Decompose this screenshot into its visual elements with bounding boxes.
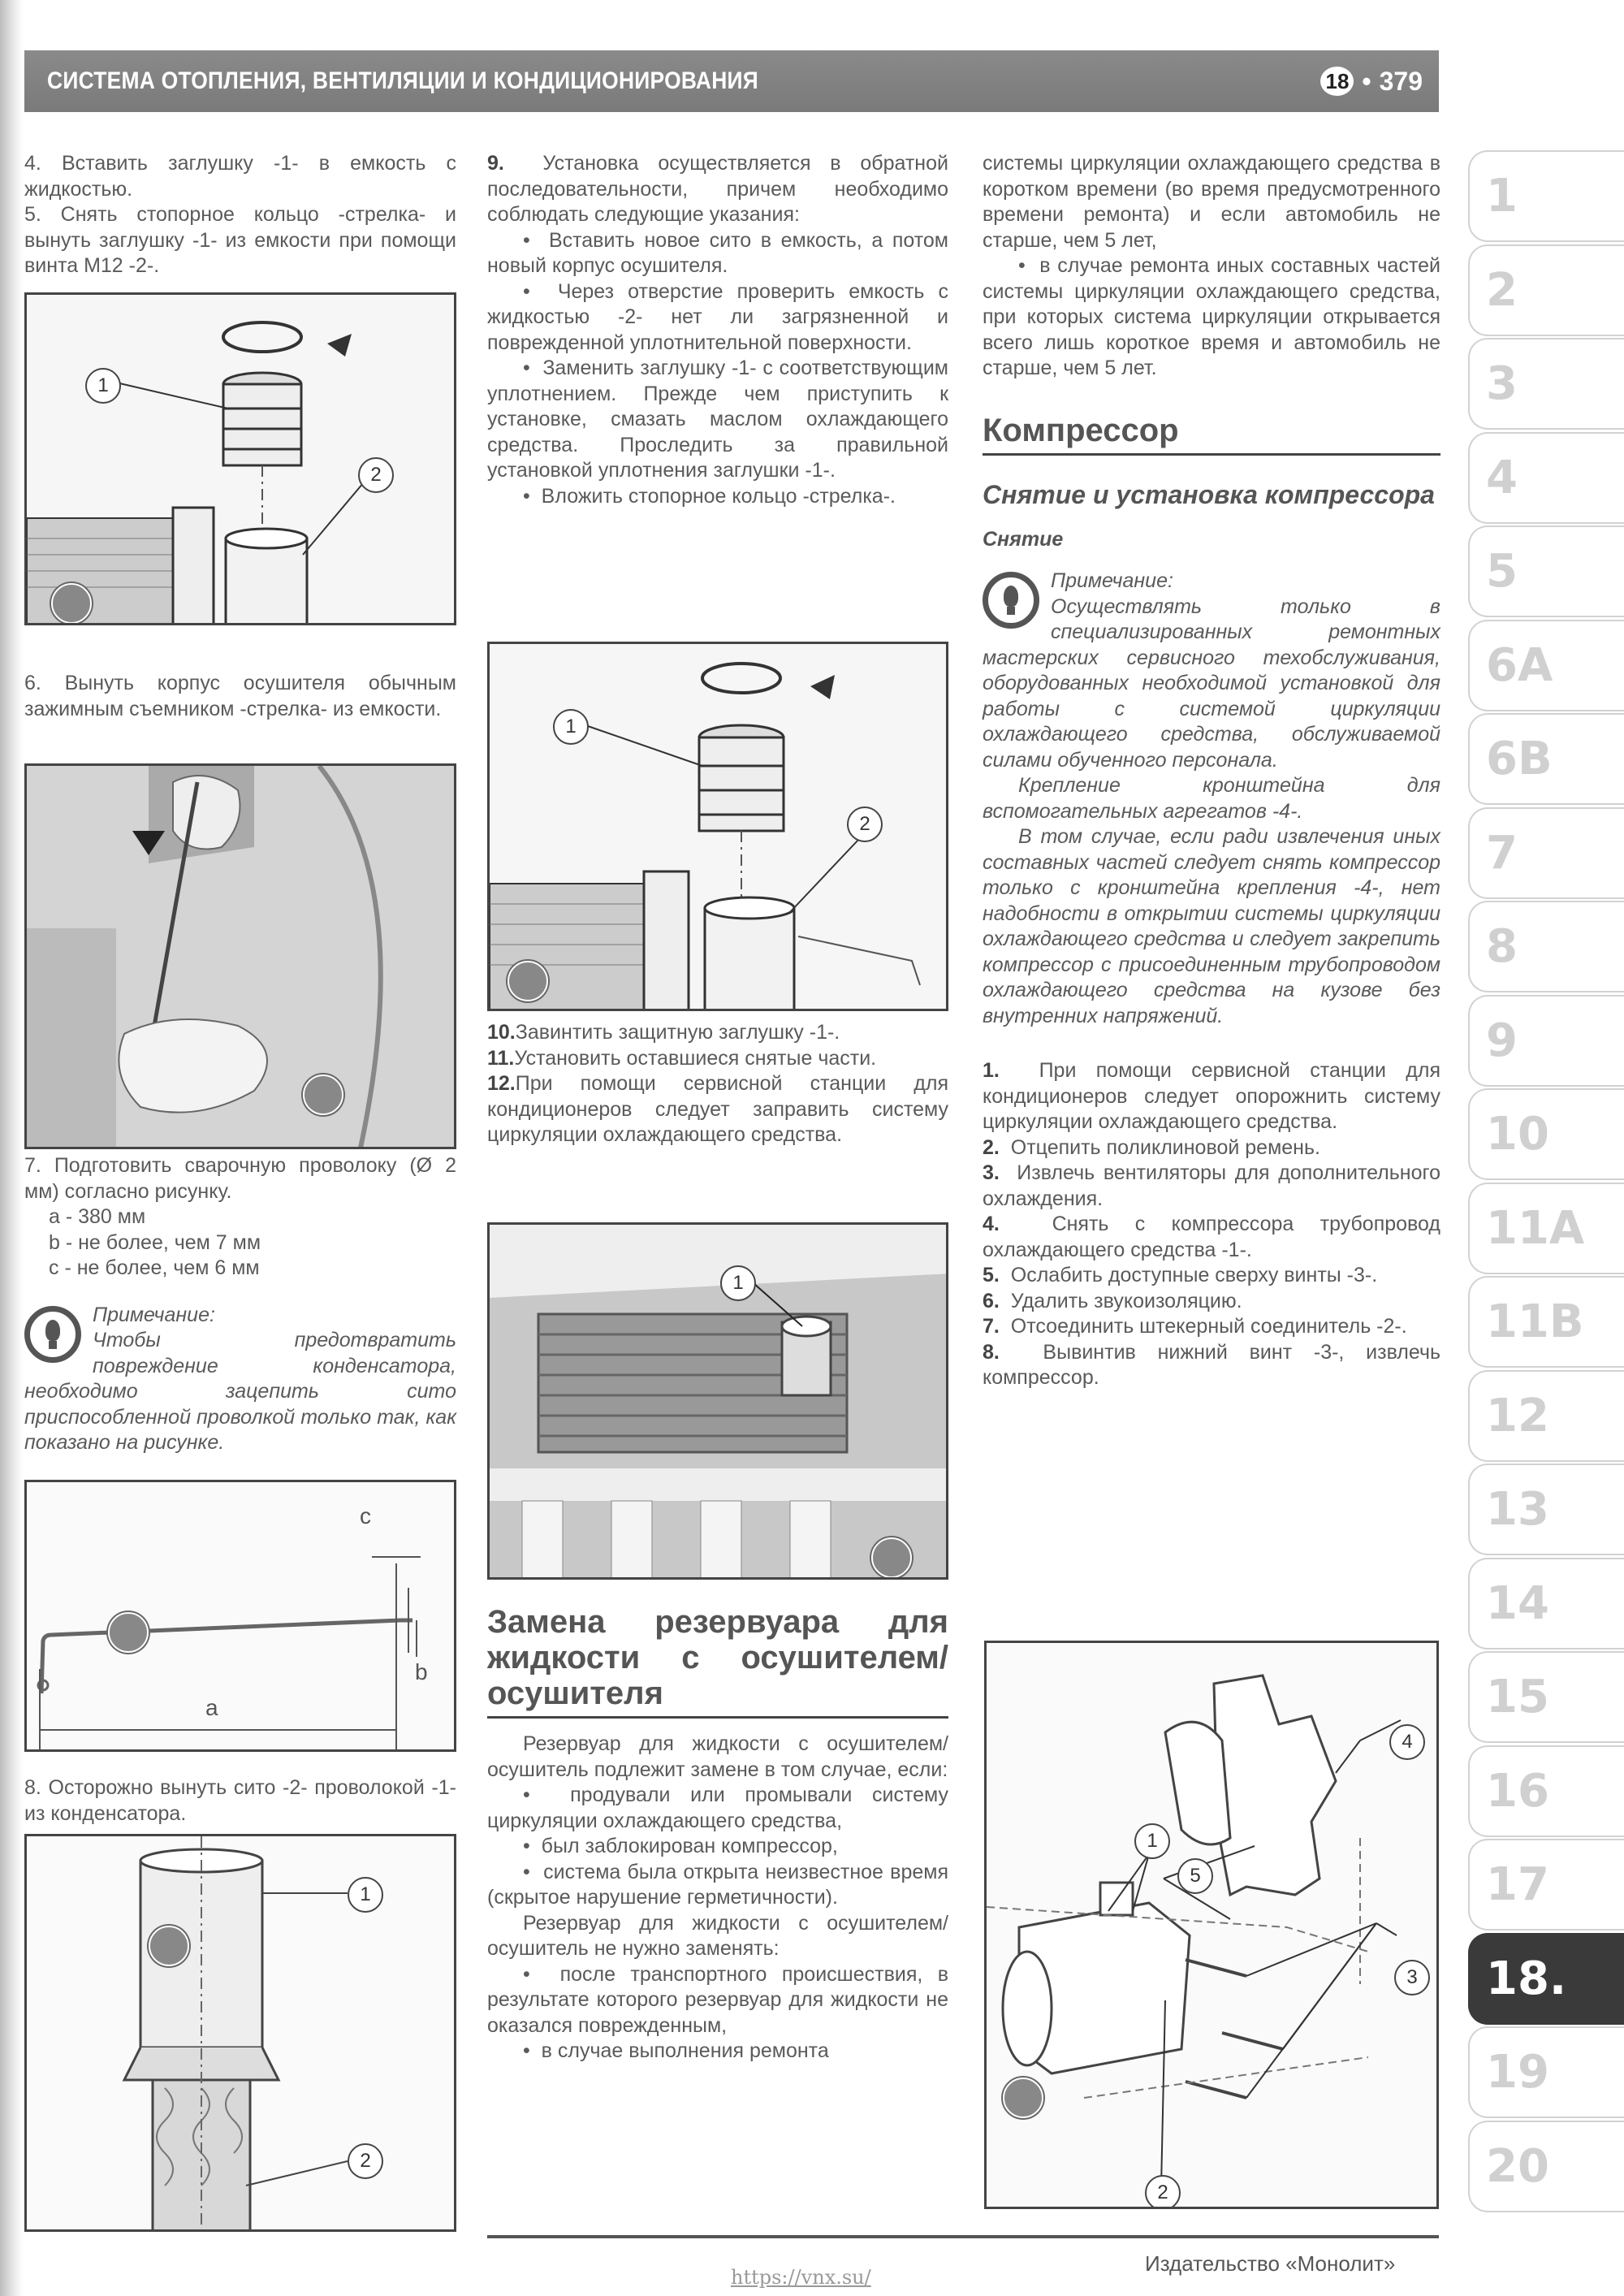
subsection-heading: Снятие и установка компрессора bbox=[983, 479, 1435, 509]
publisher-name: Издательство «Монолит» bbox=[1145, 2251, 1396, 2276]
note-title: Примечание: bbox=[1051, 569, 1173, 592]
callout-2: 2 bbox=[358, 457, 394, 493]
publisher-logo bbox=[51, 583, 92, 624]
bullet-item: • после транспортного происшествия, в результате которого резервуар для жидкости не оказался поврежденным, bbox=[487, 1962, 948, 2037]
chapter-tab[interactable]: 15 bbox=[1468, 1651, 1624, 1743]
step-item: 6. Удалить звукоизоляцию. bbox=[983, 1289, 1242, 1312]
subsubsection-heading: Снятие bbox=[983, 527, 1064, 551]
chapter-tab[interactable]: 11A bbox=[1468, 1183, 1624, 1274]
dim-label-b: b bbox=[415, 1659, 428, 1684]
section-heading-drier-replacement: Замена резервуара для жидкости с осушителем/ осушителя bbox=[487, 1604, 948, 1719]
figure-sieve-removal bbox=[24, 1834, 456, 2232]
column-1 bbox=[24, 151, 456, 279]
callout-2: 2 bbox=[847, 806, 883, 842]
dim-b: b - не более, чем 7 мм bbox=[49, 1230, 261, 1254]
publisher-logo bbox=[871, 1537, 912, 1578]
footer-divider bbox=[487, 2235, 1439, 2238]
step-9-text: Установка осуществляется в обратной последовательности, причем необходимо соблюдать следующие указания: bbox=[487, 152, 948, 226]
callout-3: 3 bbox=[1394, 1960, 1430, 1995]
page-number: 379 bbox=[1379, 66, 1423, 96]
figure-wire-dimensions bbox=[24, 1480, 456, 1752]
step-item: 7. Отсоединить штекерный соединитель -2-. bbox=[983, 1315, 1407, 1338]
step-4: 4. Вставить заглушку -1- в емкость с жидкостью. bbox=[24, 152, 456, 201]
step-item: 3. Извлечь вентиляторы для дополнительного охлаждения. bbox=[983, 1161, 1440, 1210]
lightbulb-icon bbox=[983, 572, 1039, 629]
chapter-tab[interactable]: 1 bbox=[1468, 150, 1624, 242]
section-heading-compressor: Компрессор bbox=[983, 413, 1440, 456]
bullet-item: • в случае ремонта иных составных частей системы циркуляции охлаждающего средства, при которых система циркуляции открывается всего лишь короткое время и автомобиль не старше, чем 5 лет. bbox=[983, 254, 1440, 379]
callout-2: 2 bbox=[348, 2143, 383, 2179]
sieve-drawing bbox=[27, 1836, 456, 2232]
chapter-tab[interactable]: 16 bbox=[1468, 1745, 1624, 1837]
figure-compressor-exploded bbox=[984, 1641, 1439, 2209]
chapter-tab[interactable]: 6B bbox=[1468, 713, 1624, 805]
bullet-item: • Заменить заглушку -1- с соответствующим уплотнением. Прежде чем приступить к установке, смазать маслом охлаждающего средства. Проследить за правильной установкой уплотнения заглушки -1-. bbox=[487, 357, 948, 482]
step-item: 8. Вывинтив нижний винт -3-, извлечь компрессор. bbox=[983, 1340, 1440, 1389]
chapter-tab[interactable]: 4 bbox=[1468, 432, 1624, 524]
chapter-tab[interactable]: 13 bbox=[1468, 1464, 1624, 1555]
note-title: Примечание: bbox=[93, 1303, 215, 1326]
chapter-tab[interactable]: 17 bbox=[1468, 1839, 1624, 1931]
callout-4: 4 bbox=[1389, 1724, 1425, 1760]
page-number-block bbox=[1320, 67, 1423, 97]
chapter-tab[interactable]: 19 bbox=[1468, 2026, 1624, 2118]
chapter-tabs bbox=[1468, 150, 1624, 2214]
figure-drier-plug bbox=[24, 292, 456, 625]
step-9-number: 9. bbox=[487, 152, 504, 175]
step-12: 12.При помощи сервисной станции для кондиционеров следует заправить систему циркуляции охлаждающего средства. bbox=[487, 1072, 948, 1146]
bullet-item: • продували или промывали систему циркуляции охлаждающего средства, bbox=[487, 1784, 948, 1832]
figure-drier-install bbox=[487, 642, 948, 1011]
compressor-exploded-drawing bbox=[987, 1643, 1439, 2209]
step-10: 10.Завинтить защитную заглушку -1-. bbox=[487, 1021, 840, 1044]
step-9 bbox=[487, 151, 948, 228]
chapter-tab[interactable]: 11B bbox=[1468, 1276, 1624, 1368]
chapter-title: СИСТЕМА ОТОПЛЕНИЯ, ВЕНТИЛЯЦИИ И КОНДИЦИОНИРОВАНИЯ bbox=[47, 67, 759, 94]
chapter-tab[interactable]: 14 bbox=[1468, 1558, 1624, 1650]
step-8: 8. Осторожно вынуть сито -2- проволокой -1- из конденсатора. bbox=[24, 1776, 456, 1825]
publisher-logo bbox=[108, 1612, 149, 1653]
chapter-tab-active[interactable]: 18. bbox=[1468, 1933, 1624, 2025]
note-paragraph: В том случае, если ради извлечения иных составных частей следует снять компрессор только с кронштейна крепления -4-, нет надобности в открытии системы циркуляции охлаждающего средства и следует закрепить компрессор с присоединенным трубопроводом охлаждающего средства на кузове без внутренних напряжений. bbox=[983, 825, 1440, 1027]
dim-c: c - не более, чем 6 мм bbox=[49, 1256, 260, 1279]
chapter-tab[interactable]: 5 bbox=[1468, 525, 1624, 617]
callout-5: 5 bbox=[1177, 1858, 1213, 1894]
chapter-number-badge: 18 bbox=[1320, 67, 1354, 96]
chapter-tab[interactable]: 8 bbox=[1468, 901, 1624, 992]
column-3 bbox=[983, 151, 1440, 1391]
column-1-step8 bbox=[24, 1775, 456, 1827]
scan-edge-shadow bbox=[0, 0, 23, 2296]
paragraph-no-replace: Резервуар для жидкости с осушителем/осушитель не нужно заменять: bbox=[487, 1911, 948, 1960]
column-2-section bbox=[487, 1604, 948, 2065]
puller-photo bbox=[27, 766, 456, 1149]
step-5: 5. Снять стопорное кольцо -стрелка- и вынуть заглушку -1- из емкости при помощи винта М12 -2-. bbox=[24, 203, 456, 277]
column-2 bbox=[487, 151, 948, 509]
publisher-logo bbox=[149, 1926, 189, 1966]
callout-1: 1 bbox=[85, 368, 121, 404]
step-item: 1. При помощи сервисной станции для кондиционеров следует опорожнить систему циркуляции охлаждающего средства. bbox=[983, 1059, 1440, 1133]
note-block-1 bbox=[24, 1303, 456, 1456]
drier-plug-drawing bbox=[27, 295, 456, 625]
chapter-tab[interactable]: 7 bbox=[1468, 807, 1624, 899]
dim-label-c: c bbox=[360, 1503, 371, 1529]
chapter-tab[interactable]: 9 bbox=[1468, 995, 1624, 1087]
note-text: Чтобы предотвратить повреждение конденсатора, необходимо зацепить сито приспособленной проволкой только так, как показано на рисунке. bbox=[24, 1329, 456, 1454]
wire-dimension-drawing bbox=[27, 1482, 456, 1752]
continued-text: системы циркуляции охлаждающего средства в коротком времени (во время предусмотренного времени ремонта) и если автомобиль не старше, чем 5 лет, bbox=[983, 152, 1440, 252]
figure-puller bbox=[24, 763, 456, 1149]
note-paragraph: Крепление кронштейна для вспомогательных агрегатов -4-. bbox=[983, 774, 1440, 823]
callout-1: 1 bbox=[1134, 1823, 1170, 1859]
chapter-tab[interactable]: 6A bbox=[1468, 620, 1624, 711]
publisher-logo bbox=[303, 1074, 343, 1115]
dim-a: a - 380 мм bbox=[49, 1205, 146, 1228]
publisher-logo bbox=[1003, 2078, 1043, 2118]
figure-engine-bay bbox=[487, 1222, 948, 1580]
bullet-item: • в случае выполнения ремонта bbox=[523, 2039, 829, 2062]
callout-1: 1 bbox=[553, 709, 589, 745]
step-item: 4. Снять с компрессора трубопровод охлаждающего средства -1-. bbox=[983, 1213, 1440, 1261]
step-item: 2. Отцепить поликлиновой ремень. bbox=[983, 1135, 1320, 1159]
watermark-url[interactable]: https://vnx.su/ bbox=[731, 2266, 871, 2289]
removal-steps bbox=[983, 1058, 1440, 1391]
lightbulb-icon bbox=[24, 1306, 81, 1363]
bullet-item: • Через отверстие проверить емкость с жидкостью -2- нет ли загрязненной и поврежденной уплотнительной поверхности. bbox=[487, 279, 948, 354]
page-header bbox=[24, 50, 1439, 112]
dim-label-a: a bbox=[205, 1695, 218, 1720]
engine-bay-photo bbox=[490, 1225, 948, 1580]
bullet-item: • Вставить новое сито в емкость, а потом новый корпус осушителя. bbox=[487, 228, 948, 277]
bullet-item: • Вложить стопорное кольцо -стрелка-. bbox=[523, 484, 896, 508]
chapter-tab[interactable]: 3 bbox=[1468, 338, 1624, 430]
step-7: 7. Подготовить сварочную проволоку (Ø 2 мм) согласно рисунку. bbox=[24, 1154, 456, 1203]
column-2-steps bbox=[487, 1020, 948, 1148]
note-block-2 bbox=[983, 569, 1440, 1029]
chapter-tab[interactable]: 20 bbox=[1468, 2121, 1624, 2212]
chapter-tab[interactable]: 12 bbox=[1468, 1370, 1624, 1462]
bullet-item: • был заблокирован компрессор, bbox=[523, 1835, 838, 1857]
note-text: Осуществлять только в специализированных ремонтных мастерских сервисного техобслуживания, оборудованных необходимой установкой для работы с системой циркуляции охлаждающего средства, обслуживаемой силами обученного персонала. bbox=[983, 595, 1440, 772]
callout-1: 1 bbox=[348, 1877, 383, 1913]
chapter-tab[interactable]: 2 bbox=[1468, 244, 1624, 336]
bullet-separator: • bbox=[1362, 66, 1371, 96]
column-1-step6 bbox=[24, 671, 456, 722]
publisher-logo bbox=[508, 961, 548, 1001]
step-item: 5. Ослабить доступные сверху винты -3-. bbox=[983, 1264, 1378, 1286]
callout-2: 2 bbox=[1145, 2175, 1181, 2209]
step-11: 11.Установить оставшиеся снятые части. bbox=[487, 1046, 877, 1070]
paragraph-replace-conditions: Резервуар для жидкости с осушителем/осушитель подлежит замене в том случае, если: bbox=[487, 1732, 948, 1781]
bullet-item: • система была открыта неизвестное время (скрытое нарушение герметичности). bbox=[487, 1860, 948, 1909]
chapter-tab[interactable]: 10 bbox=[1468, 1088, 1624, 1180]
step-6: 6. Вынуть корпус осушителя обычным зажимным съемником -стрелка- из емкости. bbox=[24, 672, 456, 720]
callout-1: 1 bbox=[720, 1265, 756, 1301]
column-1-step7 bbox=[24, 1153, 456, 1456]
